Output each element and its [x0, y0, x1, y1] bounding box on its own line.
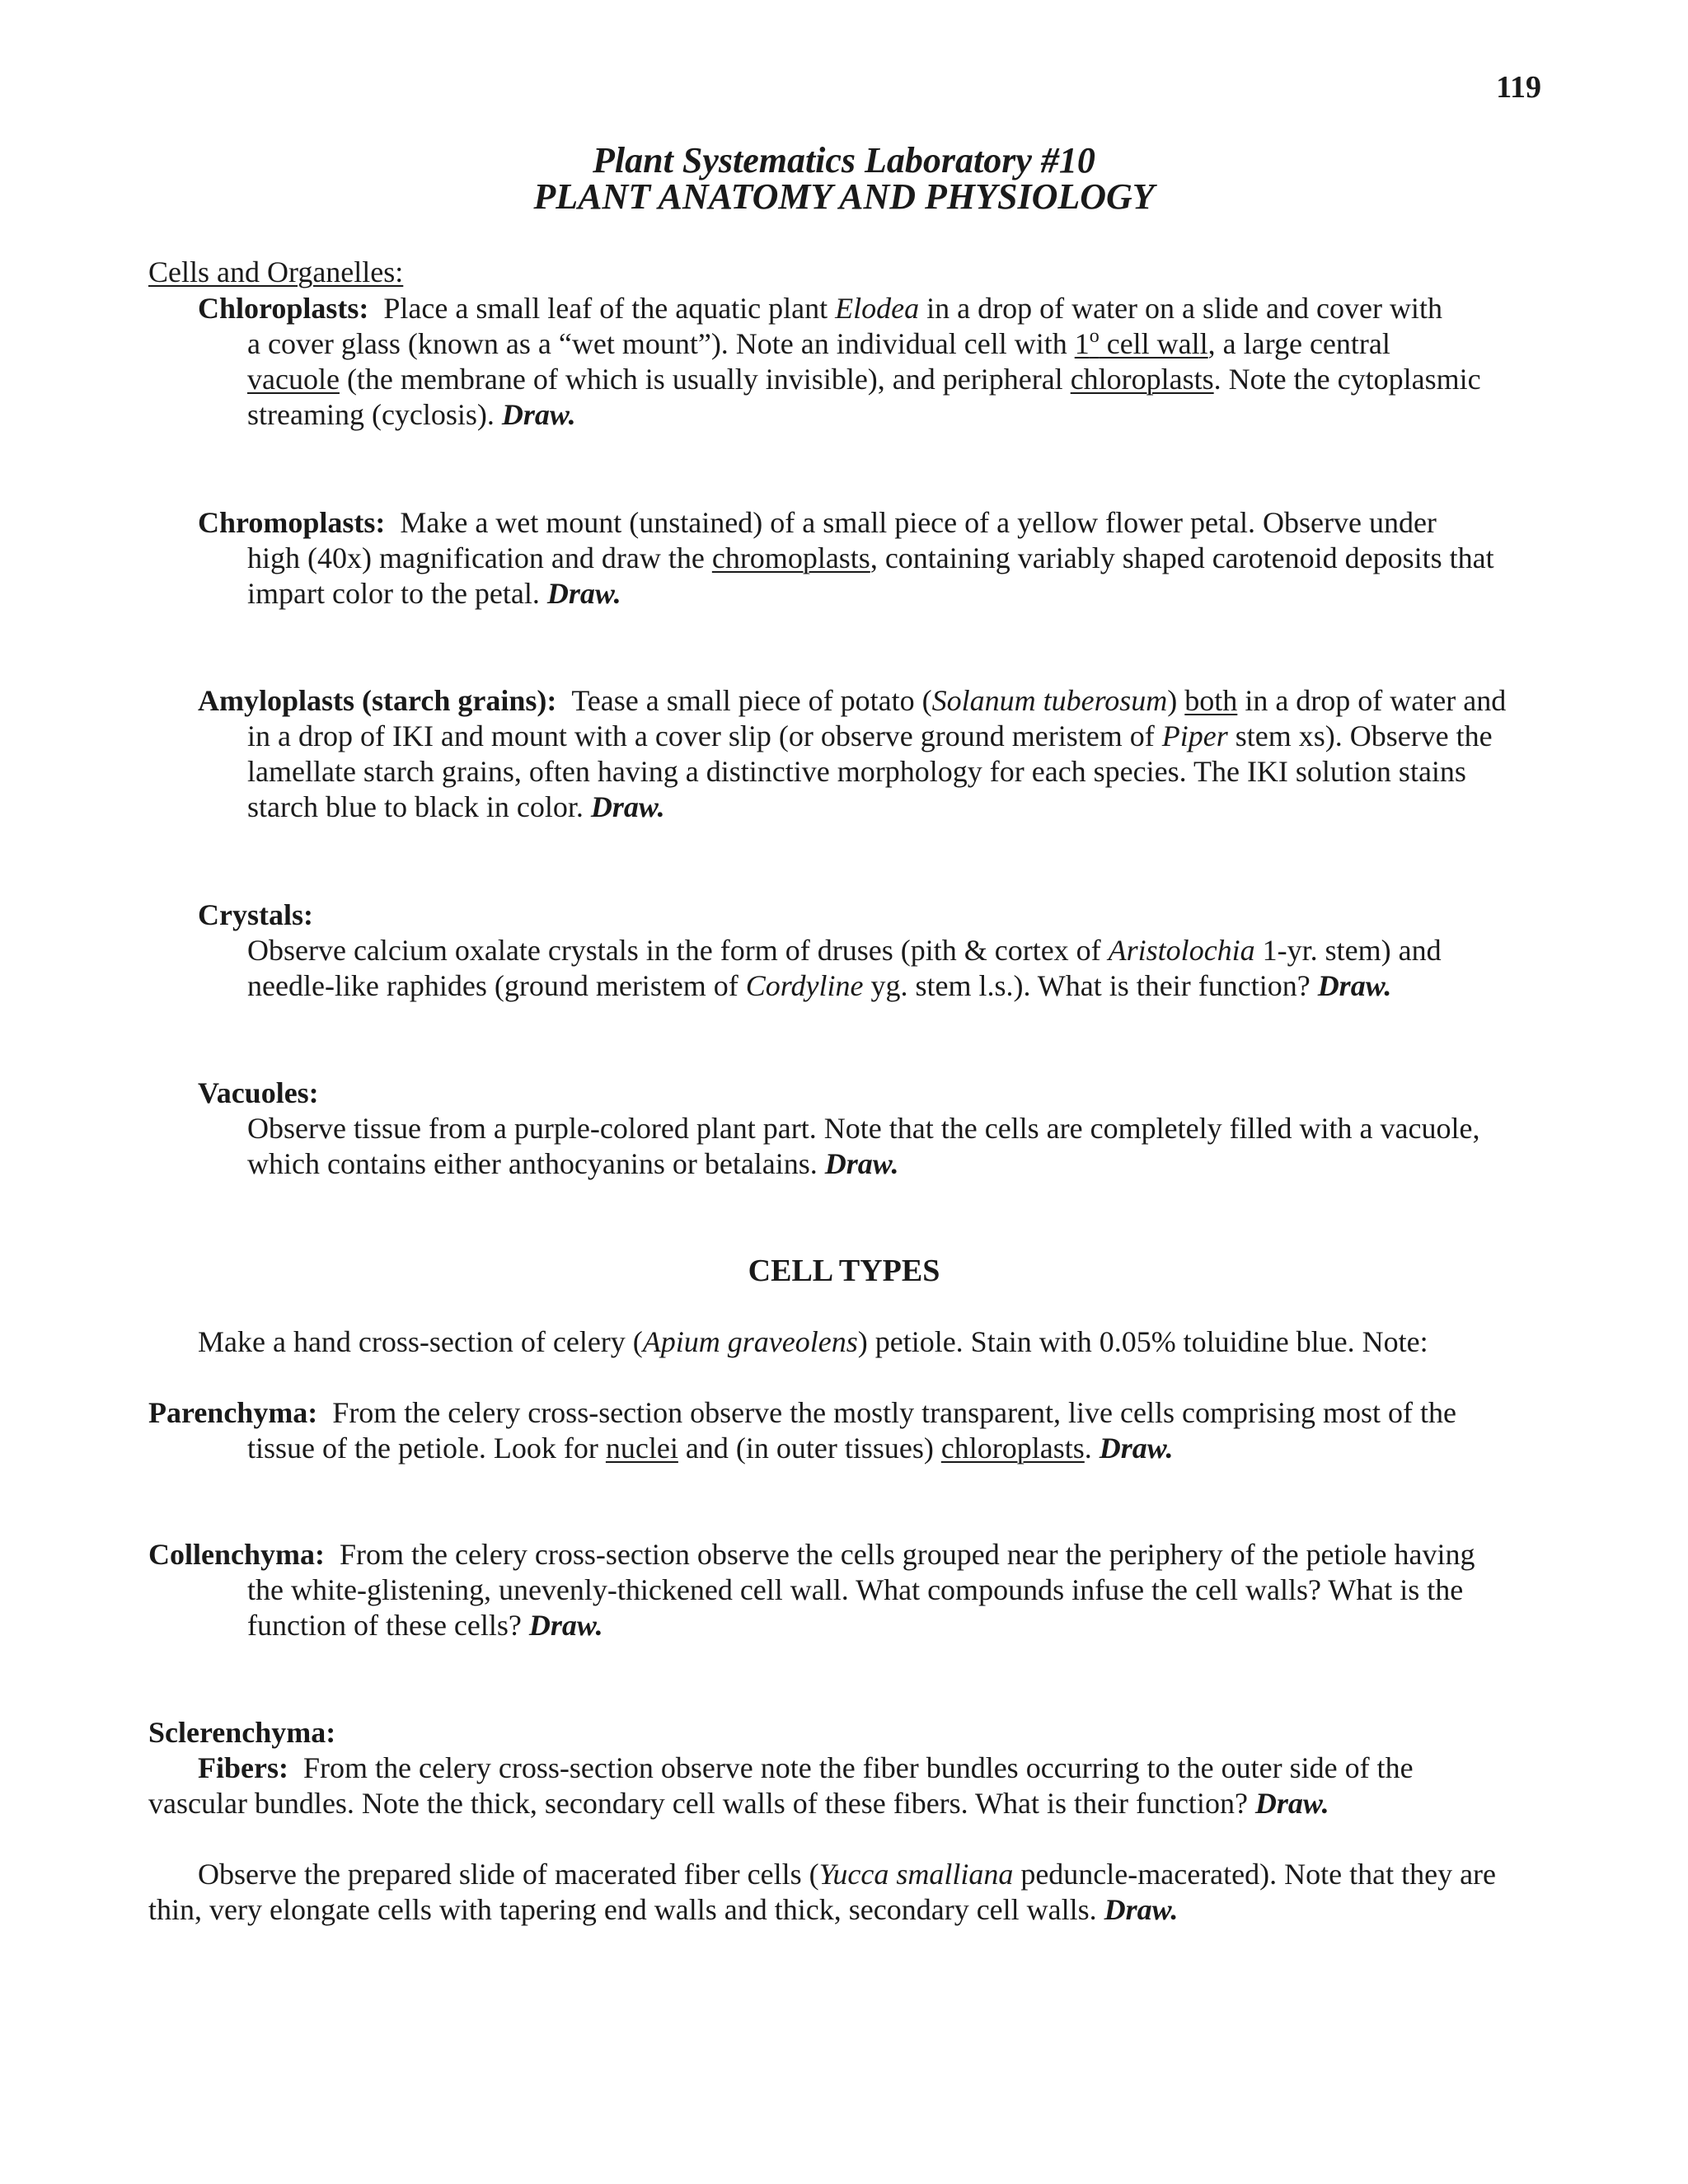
- collenchyma-label: Collenchyma:: [148, 1538, 325, 1571]
- text: streaming (cyclosis).: [247, 398, 502, 431]
- text: in a drop of water and: [1237, 684, 1507, 717]
- term-chromoplasts: chromoplasts: [711, 541, 870, 574]
- parenchyma-label: Parenchyma:: [148, 1396, 318, 1429]
- vacuoles-line-1: Observe tissue from a purple-colored plant part. Note that the cells are completely filled with a vacuole,: [247, 1112, 1480, 1145]
- vacuoles-label: Vacuoles:: [198, 1076, 319, 1109]
- text: vascular bundles. Note the thick, secondary cell walls of these fibers. What is their function?: [148, 1787, 1255, 1820]
- collenchyma-line-2: the white-glistening, unevenly-thickened cell wall. What compounds infuse the cell walls? What is the: [247, 1573, 1464, 1606]
- crystals-line-1: [247, 932, 1442, 968]
- term-vacuole: vacuole: [247, 363, 340, 396]
- draw-instruction: Draw.: [1099, 1432, 1174, 1465]
- chloroplasts-line-4: [247, 396, 576, 433]
- amyloplasts-line-3: lamellate starch grains, often having a distinctive morphology for each species. The IKI solution stains: [247, 755, 1466, 788]
- draw-instruction: Draw.: [1104, 1893, 1179, 1926]
- text: , a large central: [1207, 327, 1390, 360]
- parenchyma-line-1: [148, 1394, 1456, 1431]
- chloroplasts-label: Chloroplasts:: [198, 292, 369, 325]
- text: Place a small leaf of the aquatic plant: [383, 292, 836, 325]
- amyloplasts-line-2: [247, 718, 1493, 754]
- species-name: Cordyline: [745, 969, 864, 1002]
- fibers-line-2: [148, 1785, 1329, 1821]
- amyloplasts-label: Amyloplasts (starch grains):: [198, 684, 557, 717]
- text: (the membrane of which is usually invisible), and peripheral: [339, 363, 1071, 396]
- chromoplasts-line-1: [198, 504, 1437, 541]
- draw-instruction: Draw.: [1254, 1787, 1329, 1820]
- amyloplasts-line-1: [198, 682, 1506, 719]
- collenchyma-line-3: [247, 1607, 603, 1643]
- text: Make a hand cross-section of celery (: [198, 1325, 643, 1358]
- term-chloroplasts: chloroplasts: [940, 1432, 1085, 1465]
- text: Observe calcium oxalate crystals in the form of druses (pith & cortex of: [247, 934, 1109, 967]
- collenchyma-line-1: [148, 1536, 1475, 1572]
- text: ): [1167, 684, 1185, 717]
- text: Tease a small piece of potato (: [571, 684, 932, 717]
- chromoplasts-line-3: [247, 575, 621, 612]
- lab-subtitle: PLANT ANATOMY AND PHYSIOLOGY: [533, 176, 1155, 217]
- text: thin, very elongate cells with tapering end walls and thick, secondary cell walls.: [148, 1893, 1104, 1926]
- draw-instruction: Draw.: [590, 790, 665, 823]
- term-chloroplasts: chloroplasts: [1070, 363, 1214, 396]
- text: From the celery cross-section observe the cells grouped near the periphery of the petiole having: [339, 1538, 1475, 1571]
- parenchyma-line-2: [247, 1430, 1173, 1466]
- species-name: Solanum tuberosum: [931, 684, 1168, 717]
- macerated-line-2: [148, 1891, 1178, 1928]
- text: impart color to the petal.: [247, 577, 547, 610]
- text: peduncle-macerated). Note that they are: [1013, 1858, 1497, 1891]
- text: Make a wet mount (unstained) of a small piece of a yellow flower petal. Observe under: [400, 506, 1437, 539]
- page-number: 119: [1496, 70, 1541, 105]
- text: , containing variably shaped carotenoid deposits that: [870, 541, 1494, 574]
- text: starch blue to black in color.: [247, 790, 591, 823]
- draw-instruction: Draw.: [1317, 969, 1392, 1002]
- fibers-label: Fibers:: [198, 1751, 288, 1784]
- draw-instruction: Draw.: [528, 1609, 603, 1642]
- text: in a drop of water on a slide and cover with: [919, 292, 1442, 325]
- draw-instruction: Draw.: [501, 398, 576, 431]
- chloroplasts-line-2: [247, 326, 1390, 362]
- cell-types-intro: [198, 1324, 1428, 1360]
- sclerenchyma-label: Sclerenchyma:: [148, 1716, 336, 1749]
- term-nuclei: nuclei: [605, 1432, 678, 1465]
- draw-instruction: Draw.: [824, 1147, 899, 1180]
- text: From the celery cross-section observe note the fiber bundles occurring to the outer side of the: [302, 1751, 1414, 1784]
- vacuoles-line-2: [247, 1146, 898, 1182]
- text: . Note the cytoplasmic: [1213, 363, 1481, 396]
- species-name: Piper: [1161, 719, 1228, 752]
- text: in a drop of IKI and mount with a cover slip (or observe ground meristem of: [247, 719, 1162, 752]
- species-name: Aristolochia: [1108, 934, 1255, 967]
- species-name: Apium graveolens: [642, 1325, 858, 1358]
- draw-instruction: Draw.: [546, 577, 621, 610]
- text: and (in outer tissues): [678, 1432, 941, 1465]
- text: yg. stem l.s.). What is their function?: [863, 969, 1318, 1002]
- primary-marker: 1$^o$ cell wall: [1074, 326, 1208, 360]
- text: .: [1084, 1432, 1100, 1465]
- term-both: both: [1184, 684, 1238, 717]
- amyloplasts-line-4: [247, 789, 665, 825]
- species-name: Yucca smalliana: [818, 1858, 1014, 1891]
- species-name: Elodea: [835, 292, 920, 325]
- text: high (40x) magnification and draw the: [247, 541, 712, 574]
- lab-title: Plant Systematics Laboratory #10: [593, 140, 1095, 180]
- text: 1-yr. stem) and: [1254, 934, 1442, 967]
- text: ) petiole. Stain with 0.05% toluidine blue. Note:: [857, 1325, 1428, 1358]
- text: function of these cells?: [247, 1609, 529, 1642]
- text: From the celery cross-section observe the mostly transparent, live cells comprising most of the: [332, 1396, 1456, 1429]
- chloroplasts-line-1: [198, 290, 1442, 326]
- chromoplasts-label: Chromoplasts:: [198, 506, 386, 539]
- crystals-line-2: [247, 968, 1391, 1004]
- section-heading-cells-organelles: Cells and Organelles:: [148, 255, 404, 288]
- text: needle-like raphides (ground meristem of: [247, 969, 746, 1002]
- fibers-line-1: [198, 1750, 1414, 1786]
- text: a cover glass (known as a “wet mount”). Note an individual cell with: [247, 327, 1075, 360]
- chromoplasts-line-2: [247, 540, 1494, 576]
- cell-types-heading: CELL TYPES: [748, 1254, 940, 1288]
- crystals-label: Crystals:: [198, 898, 313, 931]
- macerated-line-1: [198, 1856, 1496, 1892]
- text: which contains either anthocyanins or betalains.: [247, 1147, 825, 1180]
- text: stem xs). Observe the: [1227, 719, 1493, 752]
- text: Observe the prepared slide of macerated fiber cells (: [198, 1858, 819, 1891]
- chloroplasts-line-3: [247, 361, 1481, 397]
- text: tissue of the petiole. Look for: [247, 1432, 606, 1465]
